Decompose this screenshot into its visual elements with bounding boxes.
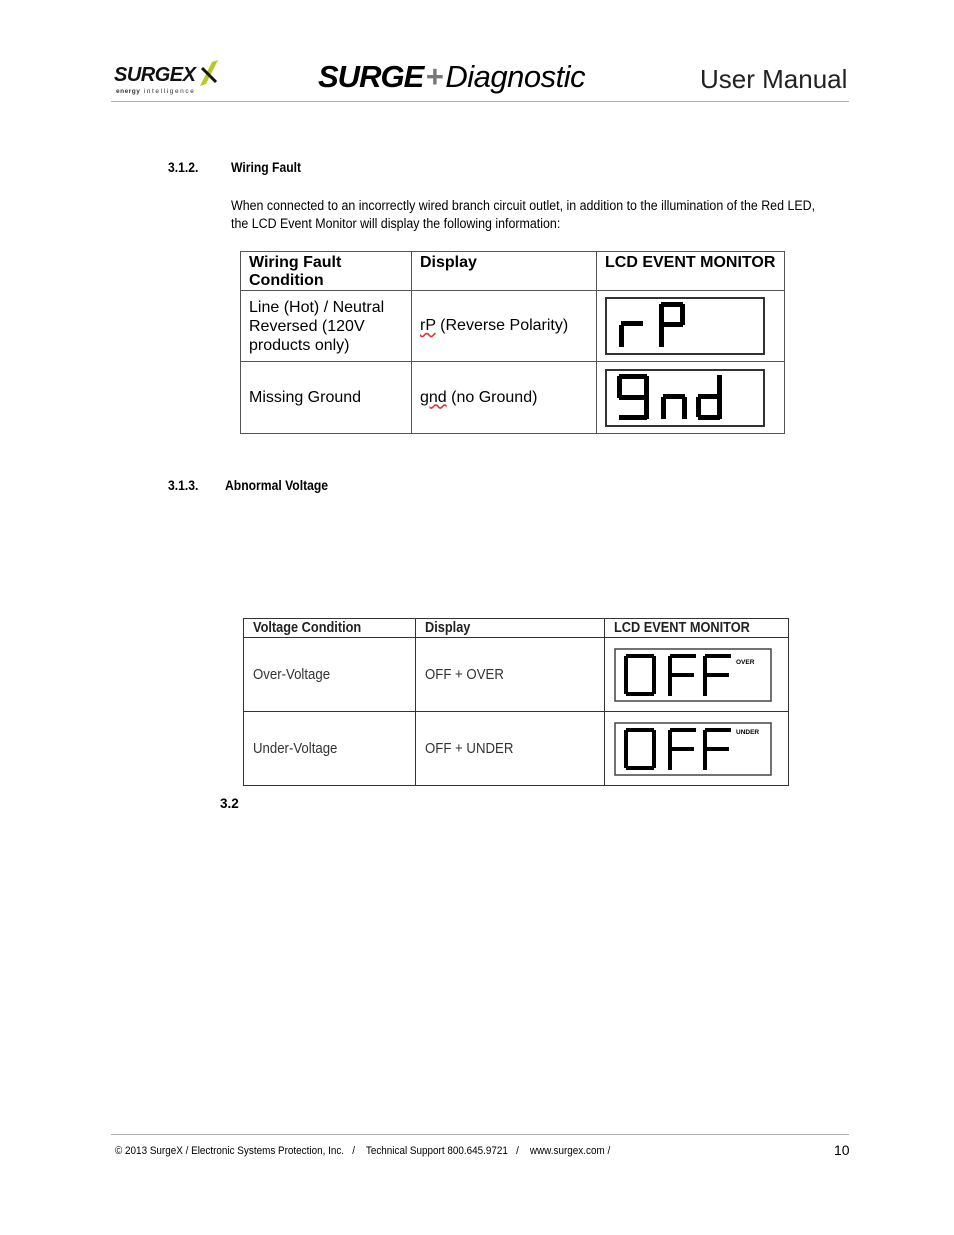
surgex-logo-text: SURGEX: [114, 64, 196, 86]
table-row: [244, 712, 789, 786]
section-32-number: 3.2: [220, 796, 239, 811]
voltage-display-cell: [416, 638, 605, 712]
voltage-lcd-cell: [605, 712, 789, 786]
abnormal-voltage-table: [243, 618, 789, 786]
lcd-display-rp: [605, 297, 765, 355]
product-logo-diagnostic: Diagnostic: [445, 59, 586, 94]
voltage-display-text: OFF + UNDER: [425, 740, 514, 757]
voltage-display-cell: [416, 712, 605, 786]
product-logo-plus: +: [425, 59, 444, 94]
voltage-condition-cell: [244, 712, 416, 786]
section-313-title: Abnormal Voltage: [225, 478, 329, 493]
header-divider: [111, 101, 849, 102]
section-312-number: 3.1.2.: [168, 160, 199, 175]
table-row: [241, 362, 785, 434]
lcd-display-gnd: [605, 369, 765, 427]
table-row: [244, 638, 789, 712]
lcd-tag-under: UNDER: [736, 728, 760, 736]
wiring-display-cell: [412, 291, 597, 362]
wiring-lcd-cell: [597, 362, 785, 434]
footer-divider: [111, 1134, 849, 1135]
wiring-display-cell: [412, 362, 597, 434]
display-code: rP: [420, 317, 436, 334]
section-312-paragraph: When connected to an incorrectly wired branch circuit outlet, in addition to the illumination of the Red LED, the LCD Event Monitor will display the following information:: [231, 198, 816, 231]
voltage-display-text: OFF + OVER: [425, 666, 504, 683]
section-313-number: 3.1.3.: [168, 478, 199, 493]
voltage-condition-cell: [244, 638, 416, 712]
wiring-condition-cell: Line (Hot) / Neutral Reversed (120V products only): [241, 291, 412, 362]
voltage-table-header-row: [244, 619, 789, 638]
display-desc: (no Ground): [446, 388, 538, 406]
wiring-header-lcd: LCD EVENT MONITOR: [597, 252, 785, 291]
product-logo-surge: SURGE: [318, 59, 424, 94]
wiring-table-header-row: [241, 252, 785, 291]
section-312-title: Wiring Fault: [231, 160, 302, 175]
display-code: gnd: [420, 388, 447, 406]
surgex-tagline: [116, 88, 195, 95]
lcd-tag-over: OVER: [736, 658, 755, 666]
voltage-header-lcd: [605, 619, 789, 638]
voltage-header-condition-text: Voltage Condition: [253, 620, 362, 636]
wiring-fault-table: [240, 251, 785, 434]
voltage-header-condition: [244, 619, 416, 638]
product-logo: [318, 59, 585, 95]
voltage-header-display: [416, 619, 605, 638]
lcd-display-off-under: [614, 722, 772, 776]
display-desc: (Reverse Polarity): [435, 317, 569, 334]
wiring-condition-cell: Missing Ground: [241, 362, 412, 434]
footer-text: © 2013 SurgeX / Electronic Systems Protection, Inc. / Technical Support 800.645.9721 / www.surgex.com /: [115, 1145, 611, 1157]
page-number: 10: [834, 1142, 850, 1158]
wiring-header-display: Display: [412, 252, 597, 291]
voltage-condition-text: Over-Voltage: [253, 666, 331, 683]
voltage-header-lcd-text: LCD EVENT MONITOR: [614, 620, 750, 636]
table-row: [241, 291, 785, 362]
voltage-condition-text: Under-Voltage: [253, 740, 338, 757]
voltage-header-display-text: Display: [425, 620, 471, 636]
tagline-bold: energy: [116, 88, 141, 95]
voltage-lcd-cell: [605, 638, 789, 712]
surgex-logo: [114, 58, 224, 98]
tagline-text: intelligence: [143, 88, 196, 95]
lcd-display-off-over: [614, 648, 772, 702]
wiring-header-condition: Wiring Fault Condition: [241, 252, 412, 291]
wiring-lcd-cell: [597, 291, 785, 362]
swoosh-icon: [198, 58, 220, 88]
manual-title: User Manual: [700, 64, 848, 94]
